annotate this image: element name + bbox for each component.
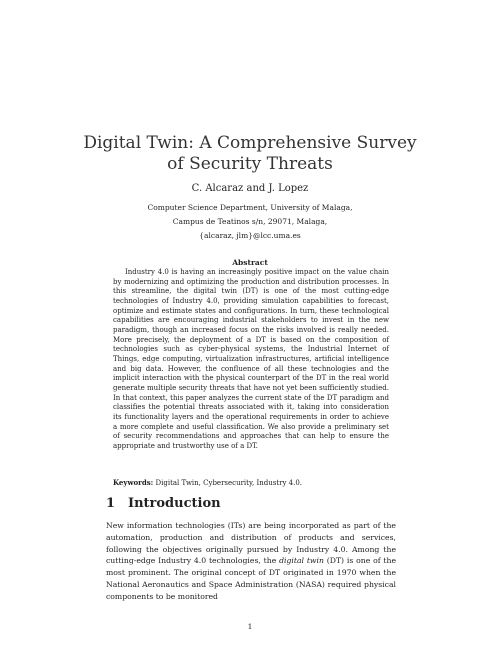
section-title: Introduction: [128, 496, 221, 511]
page-number: 1: [247, 622, 253, 631]
author-list: C. Alcaraz and J. Lopez: [191, 183, 309, 194]
paper-title: [60, 133, 440, 175]
intro-emphasis: digital twin: [279, 556, 324, 566]
introduction-paragraph: [106, 520, 396, 603]
section-number: 1: [106, 496, 116, 511]
intro-text-2: (DT) is one of the most prominent. The original concept of DT originated in 1970 when the National Aeronautics and Space Administration (NASA) required physical components to be monitored: [106, 556, 396, 601]
keywords-label: Keywords:: [113, 478, 154, 487]
affiliation-block: [60, 201, 440, 243]
affiliation-line-1: Computer Science Department, University of Malaga,: [147, 203, 353, 212]
title-line-1: Digital Twin: A Comprehensive Survey: [83, 133, 417, 153]
intro-text-1: New information technologies (ITs) are being incorporated as part of the automation, production and distribution of products and services, following the objectives originally pursued by Industry 4.0. Among the cutting-edge Industry 4.0 technologies, the: [106, 521, 396, 566]
affiliation-line-2: Campus de Teatinos s/n, 29071, Malaga,: [172, 217, 328, 226]
title-line-2: of Security Threats: [167, 154, 333, 174]
abstract-heading: Abstract: [232, 258, 268, 267]
author-email: {alcaraz, jlm}@lcc.uma.es: [199, 231, 301, 240]
section-heading: [106, 496, 221, 512]
abstract-text: Industry 4.0 is having an increasingly positive impact on the value chain by modernizing and optimizing the production and distribution processes. In this streamline, the digital twin (DT) is one of the most cutting-edge technologies of Industry 4.0, providing simulation capabilities to forecast, optimize and estimate states and configurations. In turn, these technological capabilities are encouraging industrial stakeholders to invest in the new paradigm, though an increased focus on the risks involved is really needed. More precisely, the deployment of a DT is based on the composition of technologies such as cyber-physical systems, the Industrial Internet of Things, edge computing, virtualization infrastructures, artificial intelligence and big data. However, the confluence of all these technologies and the implicit interaction with the physical counterpart of the DT in the real world generate multiple security threats that have not yet been sufficiently studied. In that context, this paper analyzes the current state of the DT paradigm and classifies the potential threats associated with it, taking into consideration its functionality layers and the operational requirements in order to achieve a more complete and useful classification. We also provide a preliminary set of security recommendations and approaches that can help to ensure the appropriate and trustworthy use of a DT.: [113, 268, 389, 450]
keywords-value: Digital Twin, Cybersecurity, Industry 4.0.: [155, 479, 302, 487]
keywords-line: [113, 478, 389, 488]
